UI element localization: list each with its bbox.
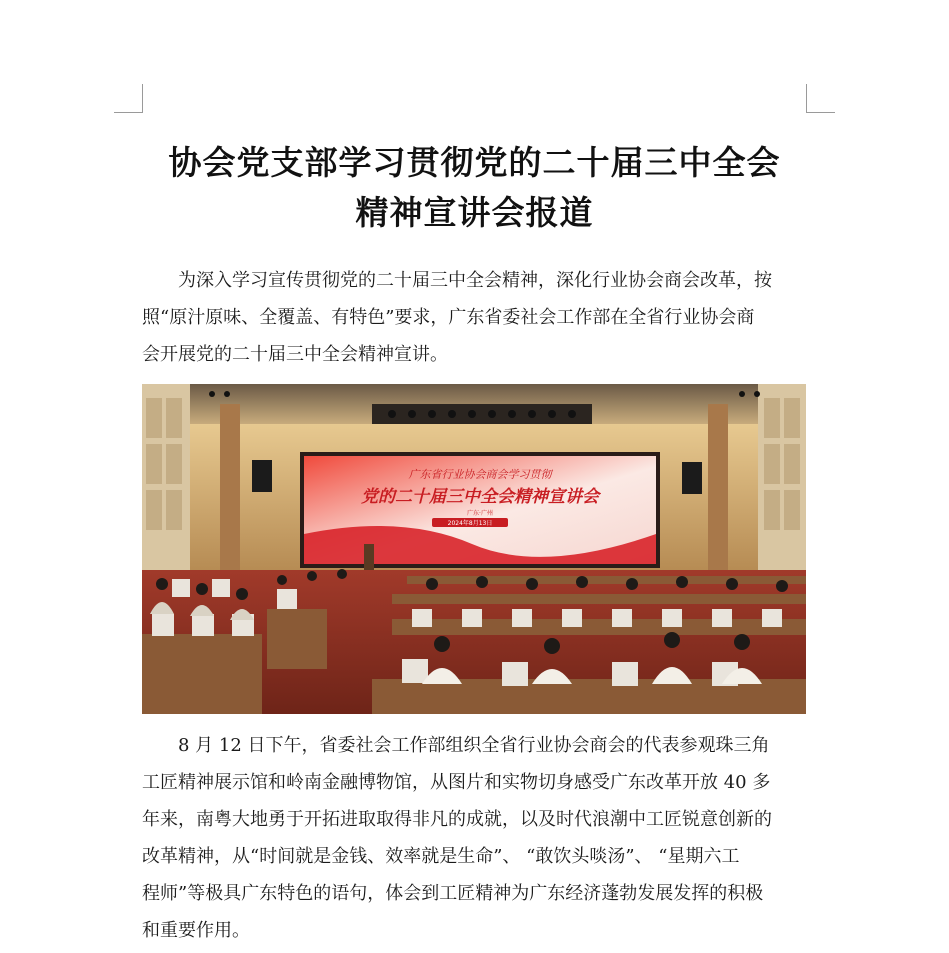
title-line-1: 协会党支部学习贯彻党的二十届三中全会 [168,143,781,182]
paragraph-line: 为深入学习宣传贯彻党的二十届三中全会精神，深化行业协会商会改革，按 [178,270,772,291]
paragraph-line: 8 月 12 日下午，省委社会工作部组织全省行业协会商会的代表参观珠三角 [178,735,770,756]
screen-text-line1: 广东省行业协会商会学习贯彻 [408,468,552,481]
document-title [110,138,839,238]
paragraph-line: 年来，南粤大地勇于开拓进取取得非凡的成就，以及时代浪潮中工匠锐意创新的 [142,809,772,830]
paragraph-visit [142,727,808,949]
page-corner-mark-top-right [806,84,835,113]
paragraph-line: 和重要作用。 [142,920,250,941]
paragraph-line: 工匠精神展示馆和岭南金融博物馆，从图片和实物切身感受广东改革开放 40 多 [142,772,771,793]
conference-photo-illustration [142,384,806,714]
title-line-2: 精神宣讲会报道 [355,193,594,232]
screen-text-line3: 广东·广州 [467,510,493,517]
screen-date: 2024年8月13日 [447,520,493,527]
paragraph-intro [142,262,808,373]
paragraph-line: 程师”等极具广东特色的语句，体会到工匠精神为广东经济蓬勃发展发挥的积极 [142,883,764,904]
paragraph-line: 照“原汁原味、全覆盖、有特色”要求，广东省委社会工作部在全省行业协会商 [142,307,755,328]
conference-photo [142,384,806,714]
page-corner-mark-top-left [114,84,143,113]
paragraph-line: 会开展党的二十届三中全会精神宣讲。 [142,344,448,365]
screen-text-line2: 党的二十届三中全会精神宣讲会 [361,487,599,507]
paragraph-line: 改革精神，从“时间就是金钱、效率就是生命”、 “敢饮头啖汤”、 “星期六工 [142,846,740,867]
